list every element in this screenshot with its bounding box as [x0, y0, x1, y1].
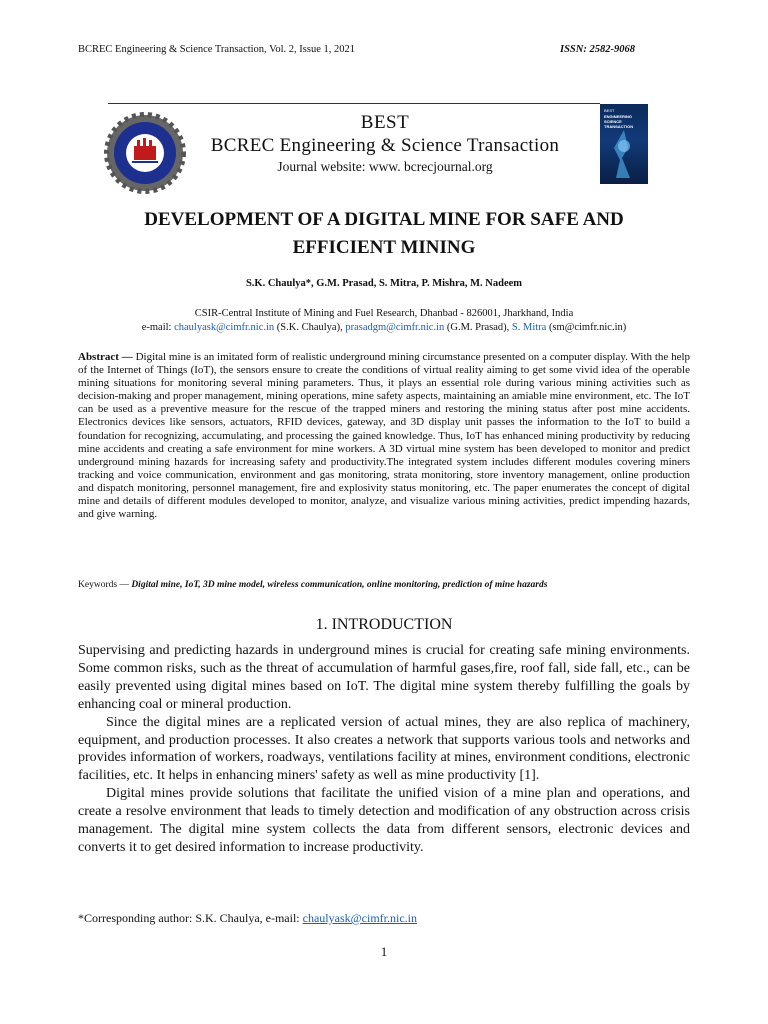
paper-title [78, 206, 690, 262]
email-link-prasad[interactable]: prasadgm@cimfr.nic.in [345, 322, 445, 333]
title-line-2: EFFICIENT MINING [292, 237, 476, 258]
email-name-prasad: (G.M. Prasad), [446, 322, 510, 333]
email-link-mitra[interactable]: S. Mitra [511, 322, 547, 333]
page-number: 1 [380, 944, 388, 959]
email-link-chaulya[interactable]: chaulyask@cimfr.nic.in [174, 322, 275, 333]
corresponding-author-footnote [78, 911, 417, 926]
footnote-email-link[interactable]: chaulyask@cimfr.nic.in [302, 911, 417, 925]
email-name-chaulya: (S.K. Chaulya), [276, 322, 343, 333]
introduction-body [78, 642, 690, 857]
author-emails [78, 322, 690, 333]
title-line-1: DEVELOPMENT OF A DIGITAL MINE FOR SAFE AND [144, 209, 624, 230]
cover-art-icon [608, 128, 640, 180]
abstract-text: Digital mine is an imitated form of realistic underground mining circumstance presented on a computer display. With the help of the Internet of Things (IoT), the sensors ensure to create the conditions of virtual reality aiming to get some vivid idea of the operable mining situations for monitoring several mining parameters. Thus, it plays an essential role during various mining activities such as decision-making and proper management, mining operations, mine safety aspects, maintaining an amiable mine environment, etc. The IoT can be used as a preventive measure for the rescue of the trapped miners and restoring the mining status after post mine accidents. Electronics devices like sensors, actuators, RFID devices, gateway, and 3D display unit passes the information to the IoT to build a foundation for recognizing, accumulating, and processing the gained knowledge. Thus, IoT has enhanced mining productivity by reducing mine accidents and creating a safe environment for mine workers. A 3D virtual mine system has been developed to monitor and predict underground mining hazards for increasing safety and productivity.The integrated system includes different modules covering miners tracking and voice communication, environment and gas monitoring, strata monitoring, store inventory management, online production and dispatch monitoring, personnel management, fire and explosivity status monitoring, etc. The paper enumerates the concept of digital mine and details of different modules developed to monitor, analyze, and visualize various mining activities, predict impending hazards, and give warning. [78, 351, 691, 521]
keywords-text: Digital mine, IoT, 3D mine model, wireless communication, online monitoring, prediction of mine hazards [131, 580, 548, 590]
intro-paragraph-2: Since the digital mines are a replicated version of actual mines, they are also replica of machinery, equipment, and production processes. It also creates a network that supports various tools and networks and provides information of workers, roadways, ventilations facility at mines, environment conditions, electronic facilities, etc. It helps in enhancing miners' safety as well as mine productivity [1]. [78, 714, 690, 784]
issn-label: ISSN: 2582-9068 [560, 44, 635, 55]
email-prefix: e-mail: [141, 322, 172, 333]
banner-journal-name: BCREC Engineering & Science Transaction [210, 135, 560, 156]
cover-title: ENGINEERING SCIENCE TRANSACTION [604, 114, 634, 129]
abstract [78, 351, 690, 521]
author-list: S.K. Chaulya*, G.M. Prasad, S. Mitra, P. Mishra, M. Nadeem [245, 278, 523, 289]
keywords-label: Keywords — [78, 580, 129, 590]
college-logo-icon [104, 112, 186, 194]
affiliation: CSIR-Central Institute of Mining and Fuel Research, Dhanbad - 826001, Jharkhand, India [194, 308, 574, 319]
footnote-text: *Corresponding author: S.K. Chaulya, e-mail: [78, 911, 300, 925]
journal-cover-thumbnail [600, 104, 648, 184]
cover-acronym: BEST [604, 108, 615, 113]
section-heading: 1. INTRODUCTION [315, 616, 453, 633]
banner-acronym: BEST [360, 112, 410, 133]
keywords [78, 580, 690, 590]
intro-paragraph-3: Digital mines provide solutions that facilitate the unified vision of a mine plan and operations, and create a resolve environment that leads to timely detection and modification of any obstruction across crisis management. The digital mine system collects the data from different sensors, electronic devices and converts it to get desired information to increase productivity. [78, 786, 690, 855]
banner-top-rule [108, 103, 600, 104]
intro-paragraph-1: Supervising and predicting hazards in underground mines is crucial for creating safe mining environments. Some common risks, such as the threat of accumulation of harmful gases,fire, roof fall, side fall, etc., can be easily prevented using digital mines based on IoT. The digital mine system thereby fulfilling the goals by enhancing coal or mineral production. [78, 643, 690, 712]
journal-reference: BCREC Engineering & Science Transaction, Vol. 2, Issue 1, 2021 [78, 44, 355, 55]
email-mitra: (sm@cimfr.nic.in) [548, 322, 627, 333]
abstract-label: Abstract — [78, 351, 133, 363]
banner-website: Journal website: www. bcrecjournal.org [277, 159, 493, 174]
